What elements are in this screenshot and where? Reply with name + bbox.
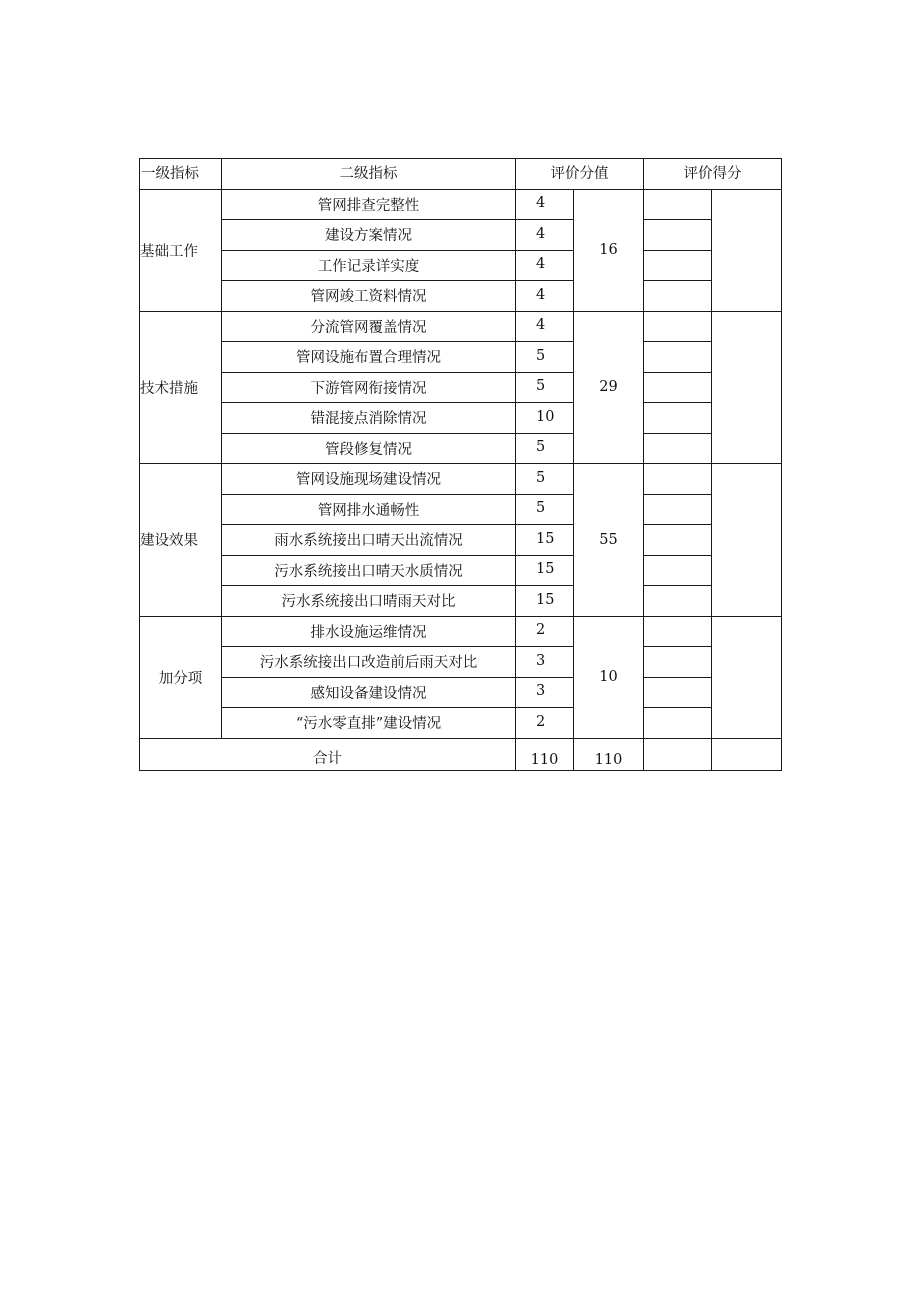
- indicator-label: 管网设施布置合理情况: [222, 342, 516, 373]
- score-input-cell[interactable]: [644, 555, 712, 586]
- score-input-cell[interactable]: [644, 311, 712, 342]
- score-input-cell[interactable]: [644, 647, 712, 678]
- total-score-cell[interactable]: [644, 738, 712, 770]
- category-score-cell[interactable]: [712, 311, 782, 464]
- score-input-cell[interactable]: [644, 525, 712, 556]
- indicator-points: 3: [516, 647, 574, 678]
- table-row: [140, 342, 782, 373]
- indicator-label: 管网竣工资料情况: [222, 281, 516, 312]
- table-row: [140, 311, 782, 342]
- indicator-label: 排水设施运维情况: [222, 616, 516, 647]
- table-row: [140, 525, 782, 556]
- header-row: [140, 159, 782, 190]
- indicator-points: 5: [516, 494, 574, 525]
- indicator-label: 管网排查完整性: [222, 189, 516, 220]
- score-input-cell[interactable]: [644, 586, 712, 617]
- score-input-cell[interactable]: [644, 708, 712, 739]
- indicator-points: 4: [516, 189, 574, 220]
- category-total: 10: [574, 616, 644, 738]
- indicator-label: 分流管网覆盖情况: [222, 311, 516, 342]
- indicator-points: 4: [516, 250, 574, 281]
- score-input-cell[interactable]: [644, 189, 712, 220]
- table-row: [140, 464, 782, 495]
- table-row: [140, 220, 782, 251]
- header-eval-points: 评价分值: [516, 159, 644, 190]
- table-row: [140, 647, 782, 678]
- score-input-cell[interactable]: [644, 433, 712, 464]
- total-score-cell[interactable]: [712, 738, 782, 770]
- total-points-sum: 110: [516, 738, 574, 770]
- category-cell: 基础工作: [140, 189, 222, 311]
- category-total: 16: [574, 189, 644, 311]
- indicator-points: 15: [516, 525, 574, 556]
- score-input-cell[interactable]: [644, 494, 712, 525]
- indicator-label: 管网设施现场建设情况: [222, 464, 516, 495]
- table-row: [140, 250, 782, 281]
- indicator-label: 错混接点消除情况: [222, 403, 516, 434]
- category-cell: 技术措施: [140, 311, 222, 464]
- indicator-points: 15: [516, 555, 574, 586]
- evaluation-table: [139, 158, 782, 771]
- indicator-label: 感知设备建设情况: [222, 677, 516, 708]
- indicator-points: 15: [516, 586, 574, 617]
- indicator-label: 管段修复情况: [222, 433, 516, 464]
- category-total: 29: [574, 311, 644, 464]
- table-row: [140, 189, 782, 220]
- table-row: [140, 494, 782, 525]
- score-input-cell[interactable]: [644, 677, 712, 708]
- indicator-points: 4: [516, 311, 574, 342]
- indicator-points: 5: [516, 464, 574, 495]
- score-input-cell[interactable]: [644, 616, 712, 647]
- indicator-points: 3: [516, 677, 574, 708]
- total-row: [140, 738, 782, 770]
- indicator-points: 2: [516, 708, 574, 739]
- table-row: [140, 677, 782, 708]
- table-row: [140, 281, 782, 312]
- score-input-cell[interactable]: [644, 464, 712, 495]
- indicator-label: 建设方案情况: [222, 220, 516, 251]
- total-category-sum: 110: [574, 738, 644, 770]
- header-eval-score: 评价得分: [644, 159, 782, 190]
- indicator-points: 10: [516, 403, 574, 434]
- table-row: [140, 555, 782, 586]
- table-row: [140, 708, 782, 739]
- indicator-points: 4: [516, 220, 574, 251]
- score-input-cell[interactable]: [644, 250, 712, 281]
- category-score-cell[interactable]: [712, 616, 782, 738]
- score-input-cell[interactable]: [644, 220, 712, 251]
- indicator-label: 下游管网衔接情况: [222, 372, 516, 403]
- category-cell: 加分项: [140, 616, 222, 738]
- indicator-points: 5: [516, 372, 574, 403]
- indicator-points: 2: [516, 616, 574, 647]
- score-input-cell[interactable]: [644, 372, 712, 403]
- indicator-points: 5: [516, 433, 574, 464]
- indicator-label: 污水系统接出口晴天水质情况: [222, 555, 516, 586]
- category-score-cell[interactable]: [712, 464, 782, 617]
- indicator-points: 5: [516, 342, 574, 373]
- table-row: [140, 372, 782, 403]
- indicator-label: 管网排水通畅性: [222, 494, 516, 525]
- score-input-cell[interactable]: [644, 281, 712, 312]
- total-label: 合计: [140, 738, 516, 770]
- score-input-cell[interactable]: [644, 342, 712, 373]
- category-cell: 建设效果: [140, 464, 222, 617]
- indicator-label: 雨水系统接出口晴天出流情况: [222, 525, 516, 556]
- score-input-cell[interactable]: [644, 403, 712, 434]
- table-row: [140, 586, 782, 617]
- header-level2: 二级指标: [222, 159, 516, 190]
- indicator-points: 4: [516, 281, 574, 312]
- table-row: [140, 616, 782, 647]
- table-row: [140, 433, 782, 464]
- indicator-label: 污水系统接出口改造前后雨天对比: [222, 647, 516, 678]
- category-total: 55: [574, 464, 644, 617]
- indicator-label: 污水系统接出口晴雨天对比: [222, 586, 516, 617]
- category-score-cell[interactable]: [712, 189, 782, 311]
- table-row: [140, 403, 782, 434]
- indicator-label: “污水零直排”建设情况: [222, 708, 516, 739]
- indicator-label: 工作记录详实度: [222, 250, 516, 281]
- header-level1: 一级指标: [140, 159, 222, 190]
